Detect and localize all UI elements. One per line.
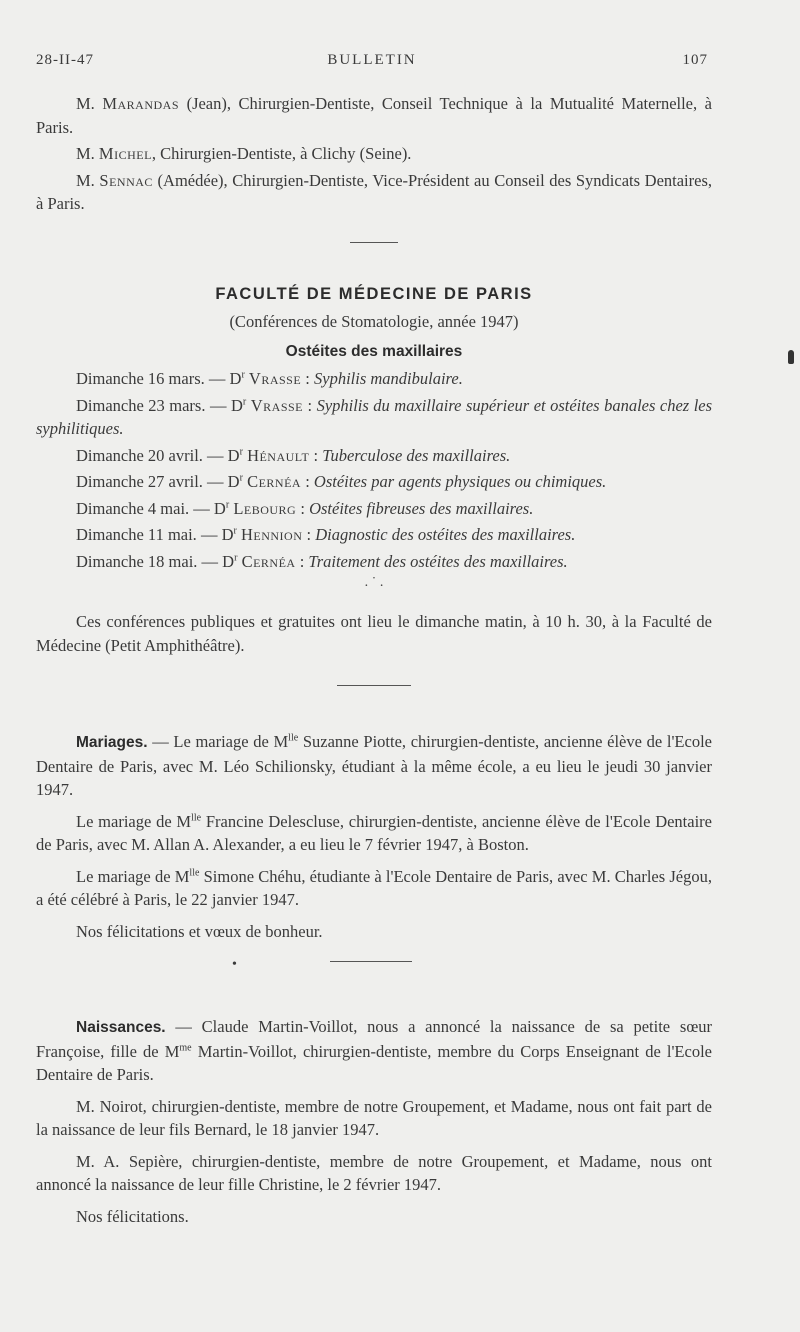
- conference-entry: Dimanche 11 mai. — $D^r$ Hennion : Diagnostic des ostéites des maxillaires.: [76, 525, 576, 544]
- speaker-name: Hennion: [240, 525, 303, 544]
- conference-topic: Traitement des ostéites des maxillaires.: [308, 551, 568, 571]
- member-entry: M. Sennac (Amédée), Chirurgien-Dentiste, Vice-Président au Conseil des Syndicats Dentaires, à Paris.: [36, 170, 713, 213]
- conference-topic: Tuberculose des maxillaires.: [322, 445, 511, 465]
- section-divider: [36, 951, 712, 971]
- conference-entry: Dimanche 16 mars. — $D^r$ Vrasse : Syphilis mandibulaire.: [76, 369, 463, 388]
- conference-list: [36, 367, 712, 573]
- section-divider: [350, 242, 398, 243]
- conference-topic: Syphilis du maxillaire supérieur et ostéites banales chez les syphilitiques.: [36, 395, 713, 438]
- member-name: Sennac: [99, 170, 153, 190]
- faculty-title: FACULTÉ DE MÉDECINE DE PARIS: [215, 284, 533, 303]
- conference-topic: Syphilis mandibulaire.: [314, 369, 463, 388]
- faculty-subtitle: (Conférences de Stomatologie, année 1947): [229, 312, 519, 331]
- conference-topic: Ostéites par agents physiques ou chimiques.: [313, 472, 607, 491]
- naissance-entry: M. A. Sepière, chirurgien-dentiste, membre de notre Groupement, et Madame, nous ont annoncé la naissance de leur fille Christine, le 2 février 1947.: [36, 1151, 712, 1194]
- mariage-entry: Le mariage de $M^{lle}$ Francine Delescluse, chirurgien-dentiste, ancienne élève de l'Ecole Dentaire de Paris, avec M. Allan A. Alexander, a eu lieu le 7 février 1947, à Boston.: [36, 811, 712, 854]
- conference-entry: Dimanche 18 mai. — $D^r$ Cernéa : Traitement des ostéites des maxillaires.: [76, 551, 568, 571]
- page-body: [36, 92, 712, 1236]
- conference-entry: Dimanche 27 avril. — $D^r$ Cernéa : Ostéites par agents physiques ou chimiques.: [76, 472, 607, 491]
- naissance-entry: M. Noirot, chirurgien-dentiste, membre de notre Groupement, et Madame, nous ont fait part de la naissance de leur fils Bernard, le 18 janvier 1947.: [36, 1096, 712, 1139]
- page-header: [36, 52, 708, 74]
- mariages-section: [36, 730, 712, 943]
- conference-entry: Dimanche 20 avril. — $D^r$ Hénault : Tuberculose des maxillaires.: [76, 445, 511, 465]
- header-date: 28-II-47: [36, 52, 94, 68]
- conference-series-title: Ostéites des maxillaires: [285, 342, 463, 360]
- speaker-name: Cernéa: [241, 551, 296, 571]
- header-title: BULLETIN: [327, 52, 417, 68]
- margin-ink-mark: [788, 350, 794, 364]
- naissances-heading: Naissances.: [76, 1019, 166, 1036]
- conference-entry: Dimanche 23 mars. — $D^r$ Vrasse : Syphilis du maxillaire supérieur et ostéites banales chez les syphilitiques.: [36, 395, 713, 438]
- naissances-closing: Nos félicitations.: [76, 1206, 189, 1226]
- divider-rule: [330, 961, 412, 962]
- conference-topic: Diagnostic des ostéites des maxillaires.: [315, 525, 576, 544]
- page-number: 107: [682, 52, 708, 68]
- member-entry: M. Marandas (Jean), Chirurgien-Dentiste, Conseil Technique à la Mutualité Maternelle, à Paris.: [36, 94, 712, 137]
- speaker-name: Vrasse: [248, 369, 302, 388]
- mariages-closing: Nos félicitations et vœux de bonheur.: [76, 921, 323, 941]
- mariage-entry: Le mariage de $M^{lle}$ Simone Chéhu, étudiante à l'Ecole Dentaire de Paris, avec M. Charles Jégou, a été célébré à Paris, le 22 janvier 1947.: [36, 866, 713, 909]
- member-entry: M. Michel, Chirurgien-Dentiste, à Clichy (Seine).: [76, 144, 412, 163]
- members-list: [36, 92, 712, 216]
- naissances-section: [36, 1015, 712, 1228]
- section-divider: [337, 685, 411, 686]
- speaker-name: Hénault: [247, 445, 310, 465]
- mariages-heading: Mariages.: [76, 734, 148, 751]
- naissance-entry: Naissances. — Claude Martin-Voillot, nous a annoncé la naissance de sa petite sœur Françoise, fille de $M^{me}$ Martin-Voillot, chirurgien-dentiste, membre du Corps Enseignant de l'Ecole Dentaire de Paris.: [36, 1017, 712, 1084]
- conference-topic: Ostéites fibreuses des maxillaires.: [309, 498, 534, 518]
- mariage-entry: Mariages. — Le mariage de $M^{lle}$ Suzanne Piotte, chirurgien-dentiste, ancienne élève de l'Ecole Dentaire de Paris, avec M. Léo Schilionsky, étudiant à la même école, a eu lieu le jeudi 30 janvier 1947.: [36, 732, 712, 799]
- conference-entry: Dimanche 4 mai. — $D^r$ Lebourg : Ostéites fibreuses des maxillaires.: [76, 498, 534, 518]
- speaker-name: Cernéa: [247, 472, 302, 491]
- member-name: Michel: [98, 144, 152, 163]
- speaker-name: Lebourg: [233, 498, 297, 518]
- speaker-name: Vrasse: [250, 395, 303, 415]
- conference-note: Ces conférences publiques et gratuites ont lieu le dimanche matin, à 10 h. 30, à la Faculté de Médecine (Petit Amphithéâtre).: [36, 612, 712, 655]
- asterism: . ˙ .: [364, 575, 384, 590]
- bullet-mark: •: [232, 957, 237, 972]
- member-name: Marandas: [102, 94, 180, 113]
